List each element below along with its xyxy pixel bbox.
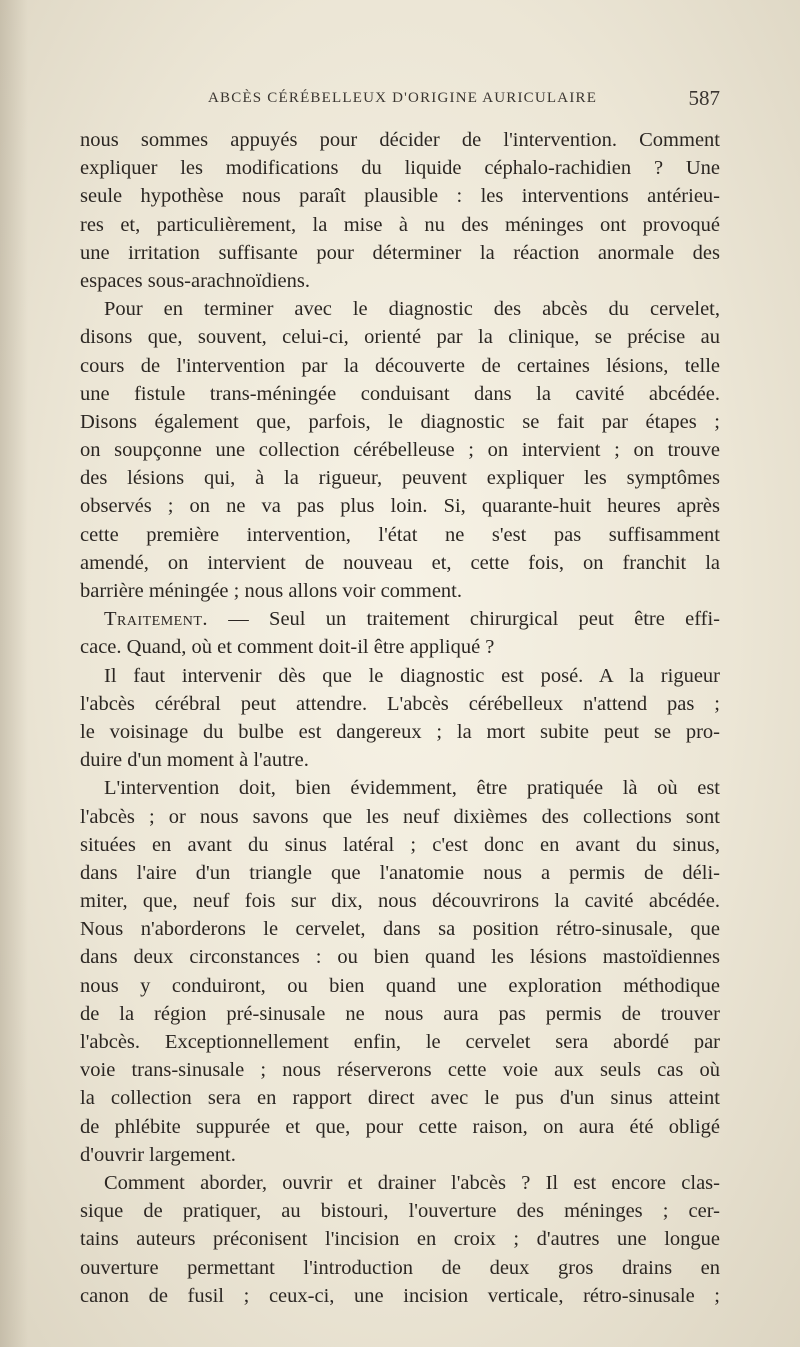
- text-line: des lésions qui, à la rigueur, peuvent expliquer les symptômes: [80, 467, 720, 490]
- text-line: la collection sera en rapport direct avec le pus d'un sinus atteint: [80, 1087, 720, 1110]
- text-line: disons que, souvent, celui-ci, orienté par la clinique, se précise au: [80, 326, 720, 349]
- text-line: ouverture permettant l'introduction de deux gros drains en: [80, 1256, 720, 1279]
- text-line: espaces sous-arachnoïdiens.: [80, 269, 310, 292]
- text-line: on soupçonne une collection cérébelleuse ; on intervient ; on trouve: [80, 439, 720, 462]
- text-line: de la région pré-sinusale ne nous aura pas permis de trouver: [80, 1002, 720, 1025]
- text-line: amendé, on intervient de nouveau et, cette fois, on franchit la: [80, 551, 720, 574]
- text-line: le voisinage du bulbe est dangereux ; la mort subite peut se pro-: [80, 720, 720, 743]
- text-line: Comment aborder, ouvrir et drainer l'abcès ? Il est encore clas-: [104, 1171, 720, 1194]
- running-head: [80, 86, 720, 114]
- running-title: ABCÈS CÉRÉBELLEUX D'ORIGINE AURICULAIRE: [208, 90, 598, 106]
- text-line: l'abcès ; or nous savons que les neuf dixièmes des collections sont: [80, 805, 720, 828]
- text-line: Nous n'aborderons le cervelet, dans sa position rétro-sinusale, que: [80, 918, 720, 941]
- text-line: tains auteurs préconisent l'incision en croix ; d'autres une longue: [80, 1228, 720, 1251]
- text-line: L'intervention doit, bien évidemment, être pratiquée là où est: [104, 777, 720, 800]
- page-number: 587: [688, 86, 720, 110]
- text-line: dans l'aire d'un triangle que l'anatomie nous a permis de déli-: [80, 861, 720, 884]
- text-line: cette première intervention, l'état ne s'est pas suffisamment: [80, 523, 720, 546]
- text-line: de phlébite suppurée et que, pour cette raison, on aura été obligé: [80, 1115, 720, 1138]
- text-line: dans deux circonstances : ou bien quand les lésions mastoïdiennes: [80, 946, 720, 969]
- body-text: [80, 126, 720, 1310]
- text-line: l'abcès cérébral peut attendre. L'abcès cérébelleux n'attend pas ;: [80, 692, 720, 715]
- text-line: res et, particulièrement, la mise à nu des méninges ont provoqué: [80, 213, 720, 236]
- text-line: cace. Quand, où et comment doit-il être appliqué ?: [80, 636, 495, 659]
- text-line-rest: — Seul un traitement chirurgical peut être effi-: [228, 608, 720, 631]
- text-line: observés ; on ne va pas plus loin. Si, quarante-huit heures après: [80, 495, 720, 518]
- page-gutter-shadow: [0, 0, 28, 1347]
- text-line: l'abcès. Exceptionnellement enfin, le cervelet sera abordé par: [80, 1031, 720, 1053]
- text-line: une irritation suffisante pour déterminer la réaction anormale des: [80, 241, 720, 264]
- text-line-section-start: [80, 605, 720, 633]
- text-line: seule hypothèse nous paraît plausible : les interventions antérieu-: [80, 185, 720, 208]
- text-line: situées en avant du sinus latéral ; c'est donc en avant du sinus,: [80, 833, 720, 856]
- text-line: nous y conduiront, ou bien quand une exploration méthodique: [80, 974, 720, 997]
- text-line: miter, que, neuf fois sur dix, nous découvrirons la cavité abcédée.: [80, 890, 720, 913]
- text-line: une fistule trans-méningée conduisant dans la cavité abcédée.: [80, 382, 720, 405]
- text-line: sique de pratiquer, au bistouri, l'ouverture des méninges ; cer-: [80, 1200, 720, 1223]
- text-line: cours de l'intervention par la découverte de certaines lésions, telle: [80, 354, 720, 377]
- text-line: Disons également que, parfois, le diagnostic se fait par étapes ;: [80, 410, 720, 433]
- text-line: expliquer les modifications du liquide céphalo-rachidien ? Une: [80, 157, 720, 180]
- text-line: d'ouvrir largement.: [80, 1143, 236, 1166]
- text-line: nous sommes appuyés pour décider de l'intervention. Comment: [80, 129, 720, 151]
- text-line: voie trans-sinusale ; nous réserverons cette voie aux seuls cas où: [80, 1059, 720, 1082]
- text-line: Pour en terminer avec le diagnostic des abcès du cervelet,: [104, 298, 720, 321]
- text-line: canon de fusil ; ceux-ci, une incision verticale, rétro-sinusale ;: [80, 1284, 720, 1307]
- text-line: duire d'un moment à l'autre.: [80, 749, 309, 772]
- text-line: Il faut intervenir dès que le diagnostic est posé. A la rigueur: [104, 664, 720, 687]
- section-label: Traitement.: [104, 608, 209, 631]
- text-line: barrière méningée ; nous allons voir comment.: [80, 580, 462, 602]
